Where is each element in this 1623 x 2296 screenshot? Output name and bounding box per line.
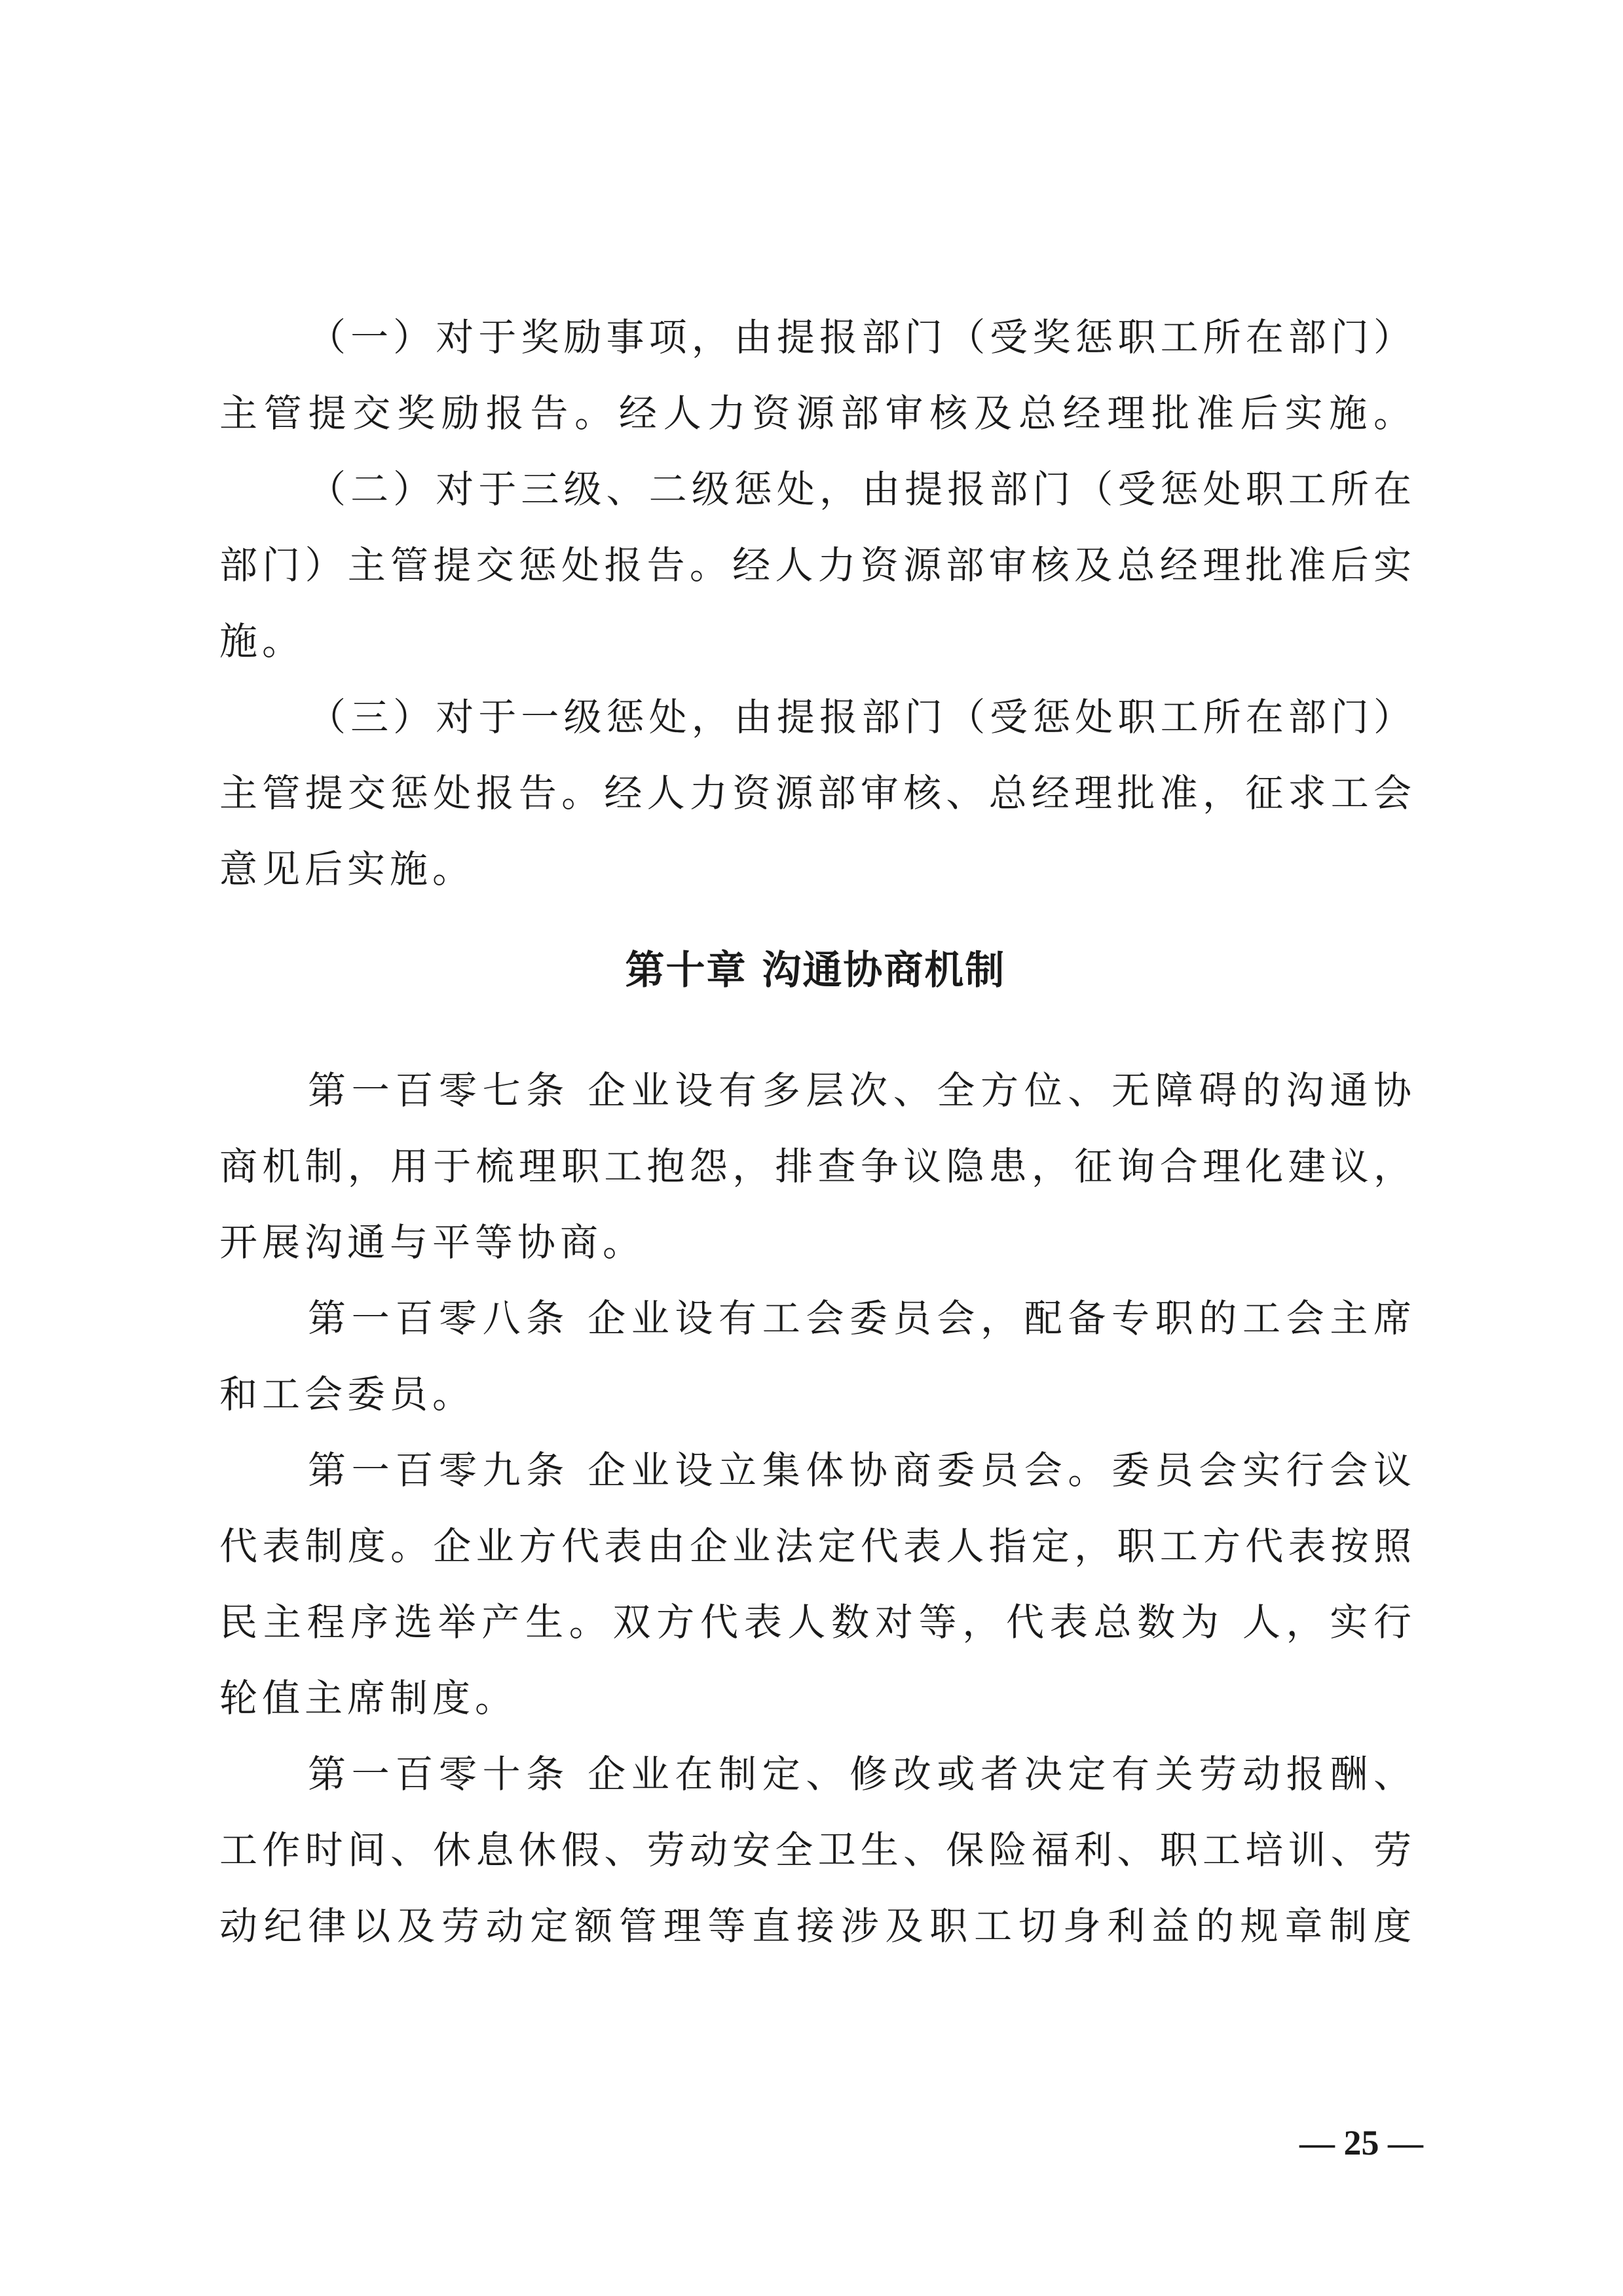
paragraph-line-6: （三）对于一级惩处，由提报部门（受惩处职工所在部门） bbox=[308, 695, 1411, 739]
paragraph-line-9: 第一百零七条 企业设有多层次、全方位、无障碍的沟通协 bbox=[308, 1068, 1411, 1113]
paragraph-line-7: 主管提交惩处报告。经人力资源部审核、总经理批准，征求工会 bbox=[219, 771, 1411, 815]
paragraph-line-19: 工作时间、休息休假、劳动安全卫生、保险福利、职工培训、劳 bbox=[219, 1828, 1411, 1872]
paragraph-line-14: 第一百零九条 企业设立集体协商委员会。委员会实行会议 bbox=[308, 1448, 1411, 1492]
paragraph-line-3: （二）对于三级、二级惩处，由提报部门（受惩处职工所在 bbox=[308, 467, 1411, 511]
paragraph-line-2: 主管提交奖励报告。经人力资源部审核及总经理批准后实施。 bbox=[219, 391, 1411, 435]
paragraph-line-4: 部门）主管提交惩处报告。经人力资源部审核及总经理批准后实 bbox=[219, 543, 1411, 587]
paragraph-line-12: 第一百零八条 企业设有工会委员会，配备专职的工会主席 bbox=[308, 1296, 1411, 1341]
paragraph-line-11: 开展沟通与平等协商。 bbox=[219, 1220, 646, 1265]
page-number: — 25 — bbox=[1299, 2123, 1423, 2162]
paragraph-line-10: 商机制，用于梳理职工抱怨，排查争议隐患，征询合理化建议， bbox=[219, 1144, 1411, 1189]
paragraph-line-16: 民主程序选举产生。双方代表人数对等，代表总数为 人，实行 bbox=[219, 1600, 1411, 1644]
paragraph-line-13: 和工会委员。 bbox=[219, 1372, 476, 1416]
paragraph-line-20: 动纪律以及劳动定额管理等直接涉及职工切身利益的规章制度 bbox=[219, 1904, 1411, 1948]
paragraph-line-15: 代表制度。企业方代表由企业法定代表人指定，职工方代表按照 bbox=[219, 1524, 1411, 1568]
paragraph-line-1: （一）对于奖励事项，由提报部门（受奖惩职工所在部门） bbox=[308, 315, 1411, 360]
paragraph-line-5: 施。 bbox=[219, 619, 305, 663]
paragraph-line-8: 意见后实施。 bbox=[219, 847, 476, 891]
paragraph-line-18: 第一百零十条 企业在制定、修改或者决定有关劳动报酬、 bbox=[308, 1752, 1411, 1796]
paragraph-line-17: 轮值主席制度。 bbox=[219, 1676, 518, 1720]
chapter-title: 第十章 沟通协商机制 bbox=[625, 948, 1006, 993]
